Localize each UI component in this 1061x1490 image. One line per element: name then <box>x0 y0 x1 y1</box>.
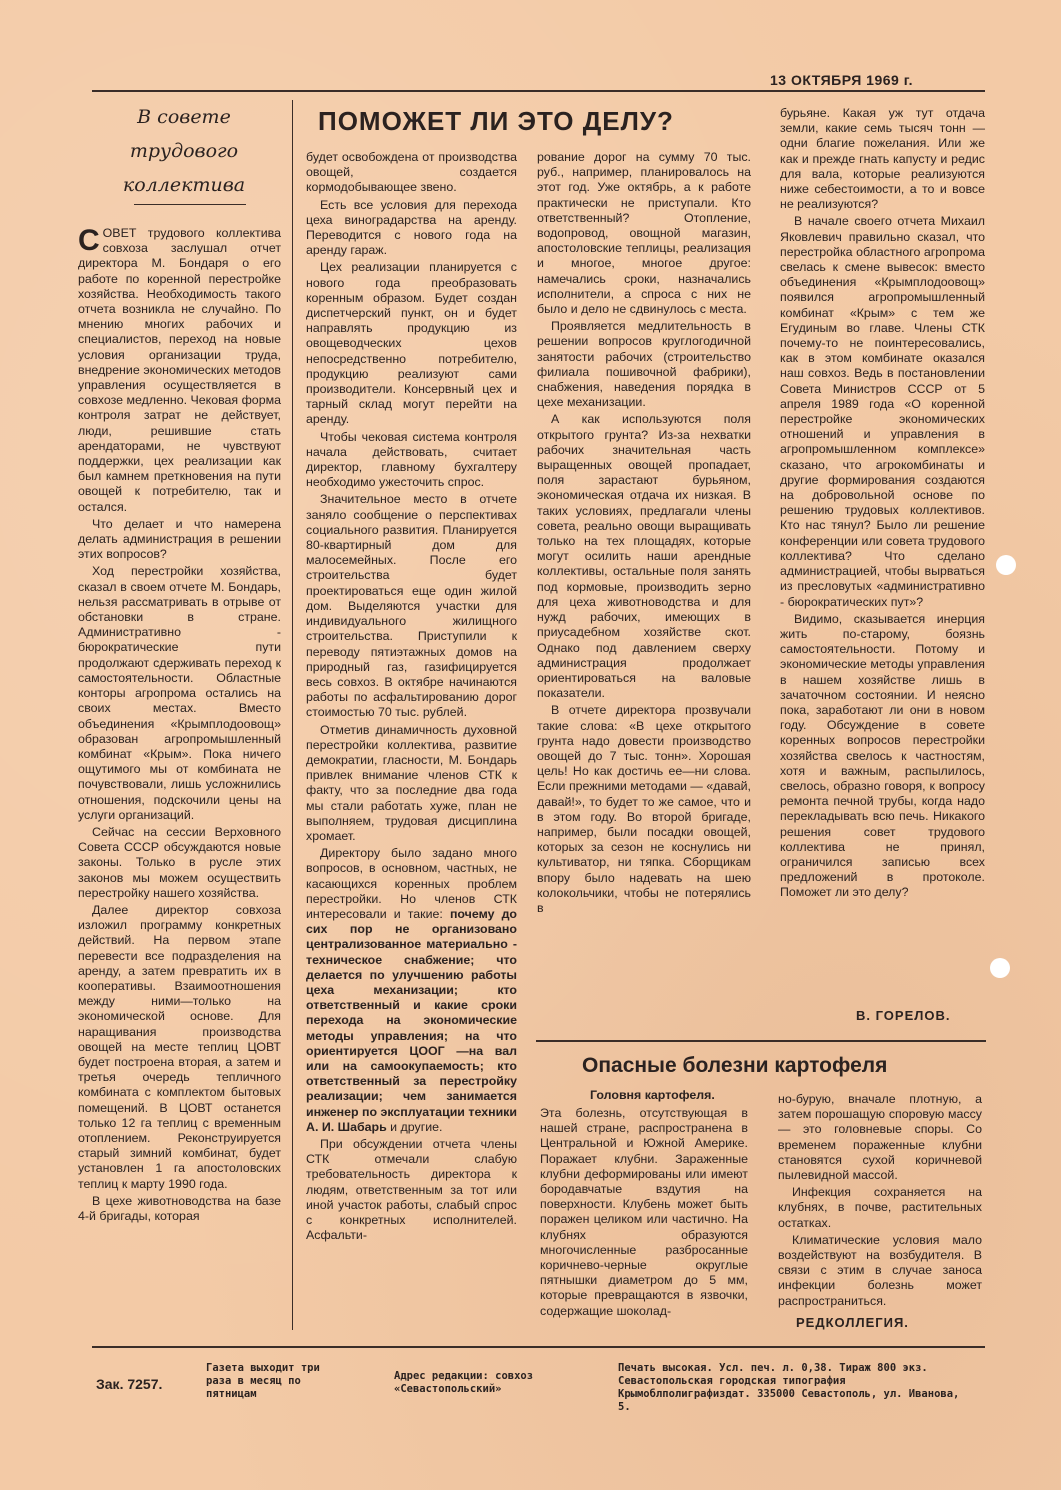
paragraph: но-бурую, вначале плотную, а затем порошащую споровую массу — это головневые споры. Со временем пораженные клубни становятся сухой коричневой пылевидной массой. <box>778 1092 982 1183</box>
paragraph: Ход перестройки хозяйства, сказал в своем отчете М. Бондарь, нельзя рассматривать в отрыве от обстановки в стране. Административно - бюрократические пути продолжают сдерживать переход к самостоятельности. Областные конторы агропрома остались на своих местах. Вместо объединения «Крымплодоовощ» образован агропромышленный комбинат «Крым». Пока ничего ощутимого мы от комбината не почувствовали, лишь усложнились отношения, подскочили цены на услуги организаций. <box>78 564 281 822</box>
rubric <box>100 100 268 202</box>
publication-frequency: Газета выходит три раза в месяц по пятницам <box>206 1362 320 1400</box>
paragraph <box>306 846 517 1135</box>
issue-date: 13 ОКТЯБРЯ 1969 г. <box>770 72 914 88</box>
paragraph: Видимо, сказывается инерция жить по-старому, боязнь самостоятельности. Потому и экономические методы управления в нашем хозяйстве лишь в зачаточном состоянии. И неясно пока, заработают ли они в новом году. Обсуждение в совете коренных вопросов перестройки хозяйства свелось к частностям, хотя и важным, распылилось, свелось, образно говоря, к вопросу ремонта печной трубы, когда надо перекладывать всю печь. Никакого решения совет трудового коллектива не принял, ограничился записью всех предложений в протоколе. Поможет ли это делу? <box>780 611 985 900</box>
rubric-line-2: трудового <box>129 140 239 162</box>
article-column-4 <box>780 106 985 901</box>
highlighted-questions: почему до сих пор не организовано централизованное материально - техническое снабжение; что делается по улучшению работы цеха механизации; кто ответственный и какие сроки перехода на экономические методы управления; на что ориентируется ЦООГ —на вал или на самоокупаемость; кто ответственный за перестройку реализации; чем занимается инженер по эксплуатации техники А. И. Шабарь <box>306 906 518 1134</box>
paragraph: рование дорог на сумму 70 тыс. руб., например, планировалось на этот год. Уже октябрь, а к работе практически не приступали. Кто ответственный? Отопление, водопровод, овощной магазин, апостоловские теплицы, реализация и многое, многое другое: намечались сроки, назначались исполнители, а спроса с них не было и дело не сдвинулось с места. <box>537 150 751 317</box>
author-signature: В. ГОРЕЛОВ. <box>856 1008 951 1023</box>
printing-info: Печать высокая. Усл. печ. л. 0,38. Тираж 800 экз. Севастопольская городская типография Крымоблполиграфиздат. 335000 Севастополь, ул. Иванова, 5. <box>618 1362 960 1413</box>
punch-hole <box>996 555 1016 575</box>
paragraph: Что делает и что намерена делать администрация в решении этих вопросов? <box>78 516 281 562</box>
top-rule <box>92 90 985 92</box>
subheading: Головня картофеля. <box>590 1088 715 1102</box>
paragraph: Инфекция сохраняется на клубнях, в почве, растительных остатках. <box>778 1185 982 1230</box>
paragraph: бурьяне. Какая уж тут отдача земли, какие семь тысяч тонн — одни благие пожелания. Или же как и прежде гнать капусту и редис для вала, которые реализуются ниже себестоимости, а то и вовсе не реализуются? <box>780 106 985 212</box>
rubric-line-1: В совете <box>137 106 231 128</box>
paragraph: Цех реализации планируется с нового года преобразовать коренным образом. Будет создан диспетчерский пункт, он и будет направлять продукцию из овощеводческих цехов непосредственно потребителю, продукцию реализуют сами производители. Консервный цех и тарный склад могут перейти на аренду. <box>306 260 517 427</box>
rubric-rule <box>134 204 246 205</box>
paragraph-text: Директору было задано много вопросов, в основном, частных, не касающихся коренных проблем перестройки. Но членов СТК интересовали и такие: <box>306 846 517 921</box>
paragraph: будет освобождена от производства овощей, создается кормодобывающее звено. <box>306 150 517 195</box>
paragraph: Сейчас на сессии Верховного Совета СССР обсуждаются новые законы. Только в русле этих законов мы можем осуществить перестройку нашего хозяйства. <box>78 824 281 900</box>
paragraph: В отчете директора прозвучали такие слова: «В цехе открытого грунта надо довести производство овощей до 7 тыс. тонн». Хорошая цель! Но как достичь ее—ни слова. Если прежними методами — «давай, давай!», то будет то же самое, что и в этом году. Во второй бригаде, например, были посадки овощей, которых за сезон не коснулись ни культиватор, ни тяпка. Сборщикам впору было надевать на шею колокольчики, чтобы не потерялись в <box>537 703 751 915</box>
section-column-b <box>778 1092 982 1309</box>
article-column-3 <box>537 150 751 916</box>
paragraph: Значительное место в отчете заняло сообщение о перспективах социального развития. Планируется 80-квартирный дом для малосемейных. После его строительства будет проектироваться еще один жилой дом. Выделяются участки для индивидуального жилищного строительства. Приступили к переводу пятиэтажных домов на природный газ, газифицируется весь совхоз. В октябре начинаются работы по асфальтированию дорог стоимостью 70 тыс. рублей. <box>306 492 517 720</box>
paragraph: В цехе животноводства на базе 4-й бригады, которая <box>78 1193 281 1223</box>
column-rule <box>292 100 293 1330</box>
paragraph: Проявляется медлительность в решении вопросов круглогодичной занятости рабочих (строительство филиала пошивочной фабрики), снабжения, наведения порядка в цехе механизации. <box>537 319 751 410</box>
section-title: Опасные болезни картофеля <box>582 1054 888 1077</box>
punch-hole <box>990 958 1010 978</box>
paragraph: А как используются поля открытого грунта? Из-за нехватки рабочих значительная часть выращенных овощей пропадает, поля зарастают бурьяном, экономическая отдача их низкая. В таких условиях, предлагали члены совета, реально овощи выращивать только на тех площадях, которые могут осилить наши арендные коллективы, остальные поля занять под кормовые, производить зерно для цеха животноводства и для нужд рабочих, имеющих в приусадебном хозяйстве скот. Однако под давлением сверху администрация продолжает ориентироваться на валовые показатели. <box>537 412 751 701</box>
article-column-2 <box>306 150 517 1243</box>
paragraph <box>78 226 281 515</box>
paragraph: Эта болезнь, отсутствующая в нашей стране, распространена в Центральной и Южной Америке. Поражает клубни. Зараженные клубни деформированы или имеют бородавчатые вздутия на поверхности. Клубень может быть поражен целиком или частично. На клубнях образуются многочисленные разбросанные коричнево-черные округлые пятнышки диаметром до 5 мм, которые превращаются в язвочки, содержащие шоколад- <box>540 1106 748 1318</box>
paragraph-text: ОВЕТ трудового коллектива совхоза заслушал отчет директора М. Бондаря о его работе по коренной перестройке хозяйства. Необходимость такого отчета возникла не случайно. По мнению многих рабочих и специалистов, переход на новые условия организации труда, внедрение экономических методов управления осуществляется в совхозе медленно. Чековая форма контроля затрат не действует, люди, решившие стать арендаторами, не чувствуют поддержки, цех реализации как был камнем преткновения на пути овощей к потребителю, так и остался. <box>78 226 281 514</box>
headline: ПОМОЖЕТ ЛИ ЭТО ДЕЛУ? <box>318 106 674 136</box>
paragraph: Отметив динамичность духовной перестройки коллектива, развитие демократии, гласности, М. Бондарь привлек внимание членов СТК к факту, что за последние два года мы стали работать хуже, план не выполняем, трудовая дисциплина хромает. <box>306 722 517 843</box>
paragraph: Далее директор совхоза изложил программу конкретных действий. На первом этапе перевести все подразделения на аренду, а затем превратить их в кооперативы. Взаимоотношения между ними—только на экономической основе. Для наращивания производства овощей на месте теплиц ЦОВТ будет построена вторая, а затем и третья очередь тепличного комбината с комплектом бытовых помещений. В ЦОВТ останется только 12 га теплиц с временным отоплением. Реконструируется старый зимний комбинат, будет установлен 1 га апостоловских теплиц к марту 1990 года. <box>78 902 281 1191</box>
paragraph: Климатические условия мало воздействуют на возбудителя. В связи с этим в случае заноса инфекции болезнь может распространиться. <box>778 1232 982 1308</box>
drop-cap: С <box>78 224 100 257</box>
editorial-board: РЕДКОЛЛЕГИЯ. <box>796 1315 909 1330</box>
article-column-1 <box>78 226 281 1224</box>
order-number: Зак. 7257. <box>96 1376 163 1392</box>
rubric-line-3: коллектива <box>122 174 246 196</box>
section-column-a <box>540 1106 748 1319</box>
paragraph: Есть все условия для перехода цеха виноградарства на аренду. Переводится с нового года на аренду гараж. <box>306 197 517 258</box>
paragraph-text: и другие. <box>390 1119 443 1134</box>
paragraph: В начале своего отчета Михаил Яковлевич правильно сказал, что перестройка областного агропрома свелась к смене вывесок: вместо объединения «Крымплодоовощ» появился агропромышленный комбинат «Крым» с тем же Егудиным во главе. Члены СТК почему-то не поинтересовались, как в этом комбинате оказался наш совхоз. Ведь в постановлении Совета Министров СССР от 5 апреля 1989 года «О коренной перестройке экономических отношений и управления в агропромышленном комплексе» сказано, что агрокомбинаты и другие формирования создаются на добровольной основе по решению трудовых коллективов. Кто нас тянул? Было ли решение конференции или совета трудового коллектива? Что сделано администрацией, чтобы вырваться из пресловутых «административно - бюрократических пут»? <box>780 214 985 609</box>
paragraph: При обсуждении отчета члены СТК отмечали слабую требовательность директора к людям, ответственным за тот или иной участок работы, слабый спрос с конкретных исполнителей. Асфальти- <box>306 1137 517 1243</box>
paragraph: Чтобы чековая система контроля начала действовать, считает директор, главному бухгалтеру необходимо ужесточить спрос. <box>306 429 517 490</box>
footer-rule <box>92 1346 985 1348</box>
editorial-address: Адрес редакции: совхоз «Севастопольский» <box>394 1370 534 1395</box>
section-rule <box>536 1040 986 1042</box>
